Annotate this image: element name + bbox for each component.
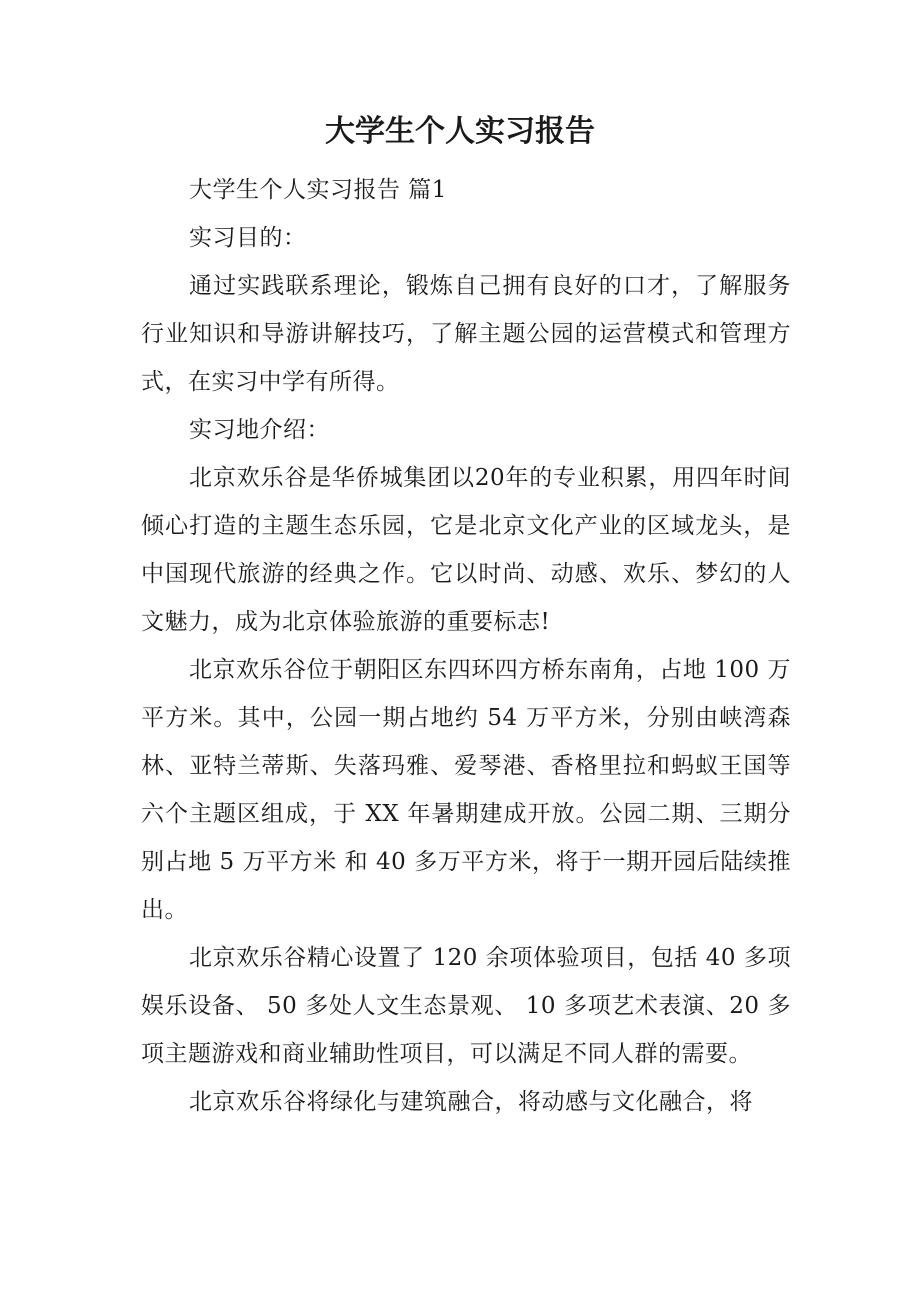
paragraph-section-purpose: 实习目的： bbox=[189, 225, 307, 251]
document-body bbox=[141, 166, 791, 1126]
paragraph-fusion: 北京欢乐谷将绿化与建筑融合，将动感与文化融合，将 bbox=[189, 1089, 753, 1115]
paragraph-location-intro: 北京欢乐谷是华侨城集团以20年的专业积累，用四年时间倾心打造的主题生态乐园，它是北京文化产业的区域龙头，是中国现代旅游的经典之作。它以时尚、动感、欢乐、梦幻的人文魅力，成为北京体验旅游的重要标志! bbox=[141, 465, 791, 635]
paragraph-heading: 大学生个人实习报告 篇1 bbox=[189, 177, 447, 203]
document-title: 大学生个人实习报告 bbox=[325, 114, 595, 149]
paragraph-attractions: 北京欢乐谷精心设置了 120 余项体验项目，包括 40 多项娱乐设备、 50 多处人文生态景观、 10 多项艺术表演、20 多项主题游戏和商业辅助性项目，可以满足不同人群的需要。 bbox=[141, 945, 791, 1067]
paragraph-location-area: 北京欢乐谷位于朝阳区东四环四方桥东南角，占地 100 万平方米。其中，公园一期占地约 54 万平方米，分别由峡湾森林、亚特兰蒂斯、失落玛雅、爱琴港、香格里拉和蚂蚁王国等六个主题区组成，于 XX 年暑期建成开放。公园二期、三期分别占地 5 万平方米 和 40 多万平方米，将于一期开园后陆续推出。 bbox=[141, 657, 791, 923]
paragraph-section-location: 实习地介绍： bbox=[189, 417, 330, 443]
paragraph-purpose: 通过实践联系理论，锻炼自己拥有良好的口才，了解服务行业知识和导游讲解技巧，了解主题公园的运营模式和管理方式，在实习中学有所得。 bbox=[141, 273, 791, 395]
